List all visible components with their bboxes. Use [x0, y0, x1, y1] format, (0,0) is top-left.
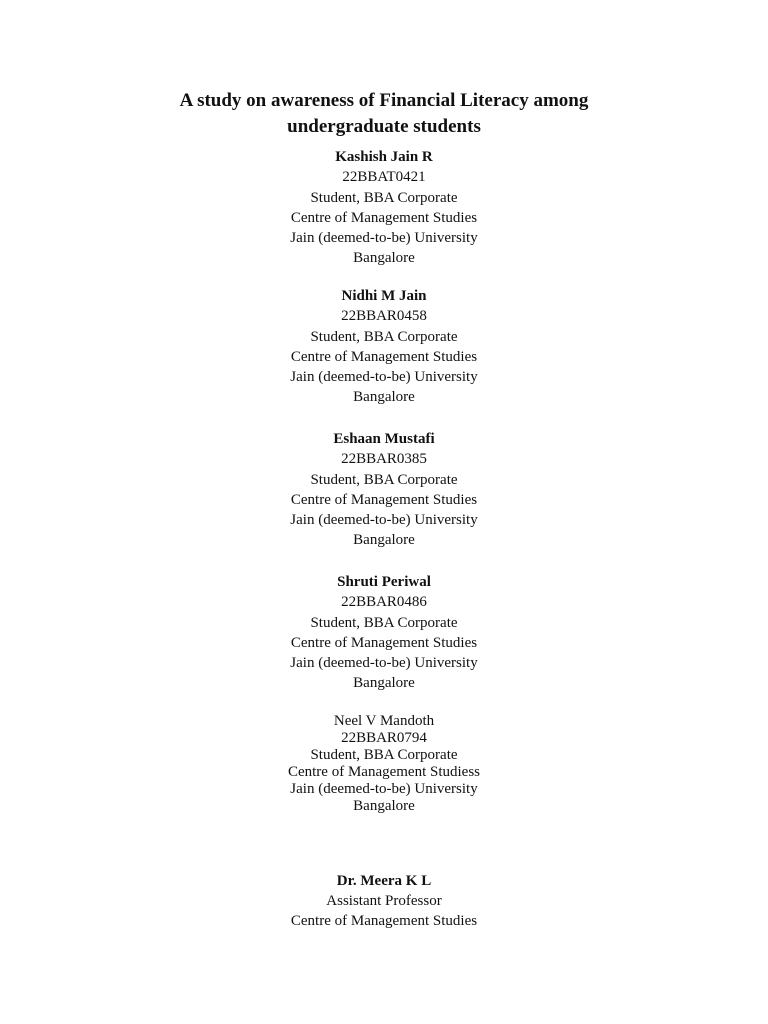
author-role: Student, BBA Corporate: [310, 615, 458, 631]
author-id: 22BBAT0421: [342, 169, 426, 185]
author-name: Eshaan Mustafi: [333, 431, 435, 447]
author-dept: Centre of Management Studies: [290, 635, 478, 651]
author-university: Jain (deemed-to-be) University: [290, 369, 478, 385]
author-dept: Centre of Management Studies: [290, 210, 478, 226]
author-dept: Centre of Management Studiess: [287, 764, 481, 780]
guide-block: [0, 871, 768, 931]
author-name: Kashish Jain R: [335, 149, 433, 165]
author-city: Bangalore: [353, 532, 415, 548]
author-id: 22BBAR0385: [341, 451, 427, 467]
guide-name: Dr. Meera K L: [336, 873, 432, 889]
author-city: Bangalore: [353, 798, 415, 814]
author-university: Jain (deemed-to-be) University: [290, 512, 478, 528]
author-university: Jain (deemed-to-be) University: [290, 655, 478, 671]
author-role: Student, BBA Corporate: [310, 329, 458, 345]
author-city: Bangalore: [353, 675, 415, 691]
guide-dept: Centre of Management Studies: [290, 913, 478, 929]
author-block-4: [0, 572, 768, 693]
author-id: 22BBAR0486: [341, 594, 427, 610]
author-role: Student, BBA Corporate: [310, 190, 458, 206]
author-block-1: [0, 147, 768, 268]
guide-role: Assistant Professor: [326, 893, 442, 909]
author-city: Bangalore: [353, 250, 415, 266]
author-name: Shruti Periwal: [337, 574, 431, 590]
author-role: Student, BBA Corporate: [310, 747, 458, 763]
author-city: Bangalore: [353, 389, 415, 405]
author-role: Student, BBA Corporate: [310, 472, 458, 488]
author-name: Nidhi M Jain: [341, 288, 427, 304]
paper-title-line-2: undergraduate students: [287, 116, 481, 137]
author-dept: Centre of Management Studies: [290, 492, 478, 508]
author-id: 22BBAR0458: [341, 308, 427, 324]
author-block-3: [0, 429, 768, 550]
paper-title-line-1: A study on awareness of Financial Literacy among: [179, 90, 589, 111]
author-block-2: [0, 286, 768, 407]
author-dept: Centre of Management Studies: [290, 349, 478, 365]
author-id: 22BBAR0794: [341, 730, 427, 746]
author-block-5: [0, 713, 768, 815]
paper-title: [0, 88, 768, 140]
author-university: Jain (deemed-to-be) University: [290, 230, 478, 246]
author-name: Neel V Mandoth: [333, 713, 435, 729]
author-university: Jain (deemed-to-be) University: [290, 781, 478, 797]
